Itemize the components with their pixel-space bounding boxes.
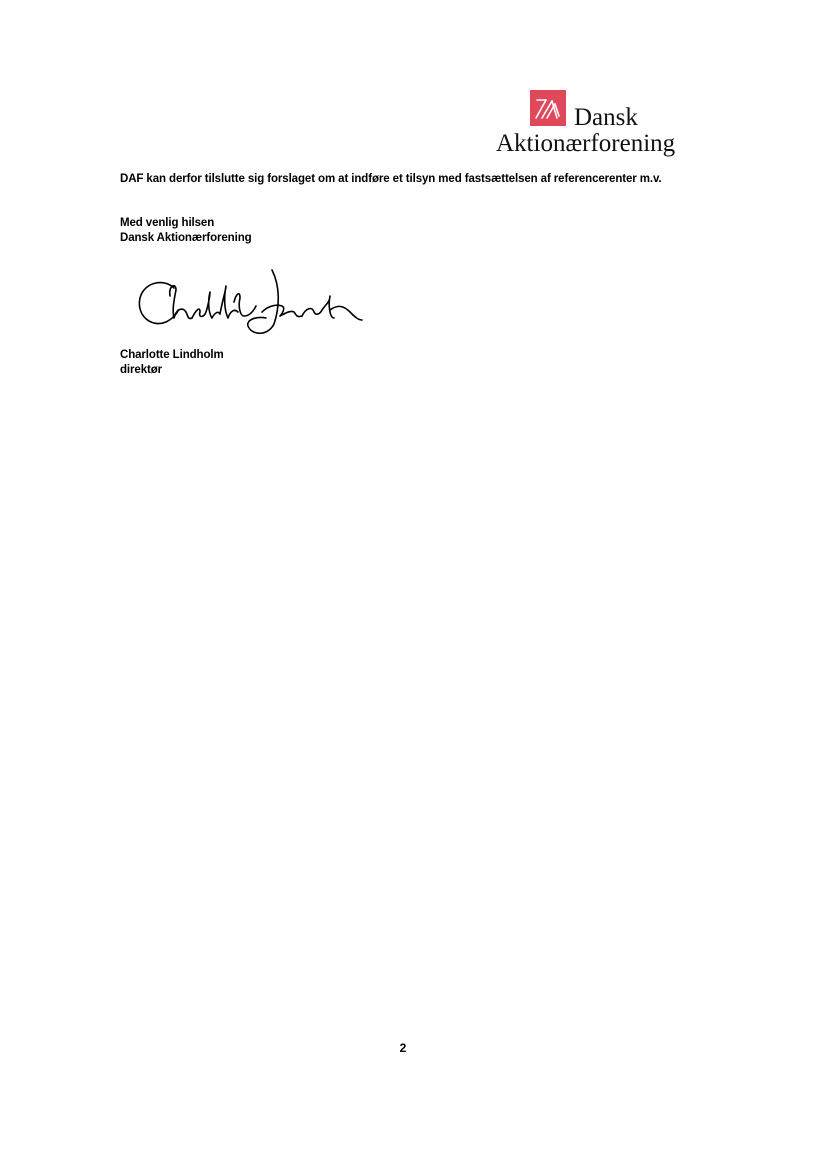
letter-body-text: DAF kan derfor tilslutte sig forslaget om at indføre et tilsyn med fastsættelsen af referencerenter m.v. [120, 173, 662, 185]
organization-logo [496, 88, 696, 160]
logo-text-line-1: Dansk [574, 104, 638, 131]
letter-organization: Dansk Aktionærforening [120, 232, 252, 244]
logo-text-line-2: Aktionærforening [496, 130, 676, 157]
signer-title: direktør [120, 364, 163, 376]
daf-logo-mark-icon [530, 90, 566, 126]
page-number: 2 [399, 1041, 407, 1055]
handwritten-signature [134, 266, 364, 338]
signer-name: Charlotte Lindholm [120, 349, 224, 361]
letter-closing: Med venlig hilsen [120, 217, 215, 229]
